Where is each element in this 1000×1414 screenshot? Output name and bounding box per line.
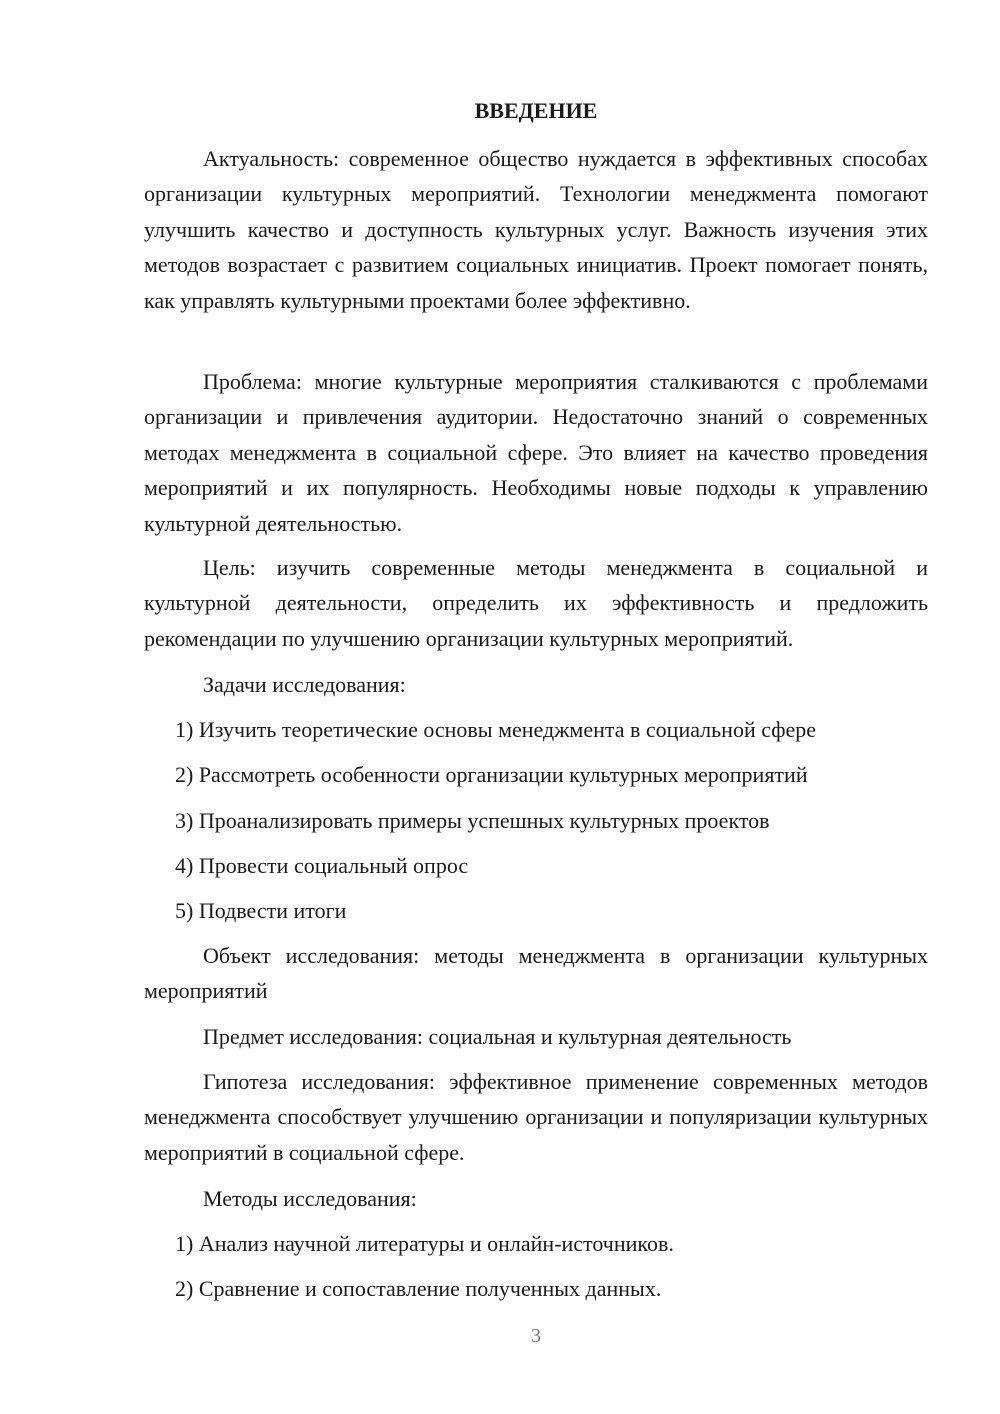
research-subject: Предмет исследования: социальная и культурная деятельность [203,1024,792,1049]
tasks-heading: Задачи исследования: [203,672,406,697]
method-item-2: 2) Сравнение и сопоставление полученных данных. [175,1276,662,1301]
document-title: ВВЕДЕНИЕ [474,98,598,123]
paragraph-object: Объект исследования: методы менеджмента в организации культурных мероприятий [144,943,928,1004]
paragraph-relevance: Актуальность: современное общество нуждается в эффективных способах организации культурных мероприятий. Технологии менеджмента помогают улучшить качество и доступность культурных услуг. Важность изучения этих методов возрастает с развитием социальных инициатив. Проект помогает понять, как управлять культурными проектами более эффективно. [144,146,928,313]
task-item-2: 2) Рассмотреть особенности организации культурных мероприятий [175,762,808,787]
paragraph-hypothesis: Гипотеза исследования: эффективное применение современных методов менеджмента способствует улучшению организации и популяризации культурных мероприятий в социальной сфере. [144,1069,928,1165]
task-item-3: 3) Проанализировать примеры успешных культурных проектов [175,808,770,833]
paragraph-goal: Цель: изучить современные методы менеджмента в социальной и культурной деятельности, определить их эффективность и предложить рекомендации по улучшению организации культурных мероприятий. [144,555,928,651]
task-item-1: 1) Изучить теоретические основы менеджмента в социальной сфере [175,717,817,742]
methods-heading: Методы исследования: [203,1186,417,1211]
task-item-5: 5) Подвести итоги [175,898,347,923]
paragraph-problem: Проблема: многие культурные мероприятия сталкиваются с проблемами организации и привлечения аудитории. Недостаточно знаний о современных методах менеджмента в социальной сфере. Это влияет на качество проведения мероприятий и их популярность. Необходимы новые подходы к управлению культурной деятельностью. [144,369,928,536]
method-item-1: 1) Анализ научной литературы и онлайн-источников. [175,1231,674,1256]
task-item-4: 4) Провести социальный опрос [175,853,469,878]
page-number: 3 [531,1325,541,1347]
